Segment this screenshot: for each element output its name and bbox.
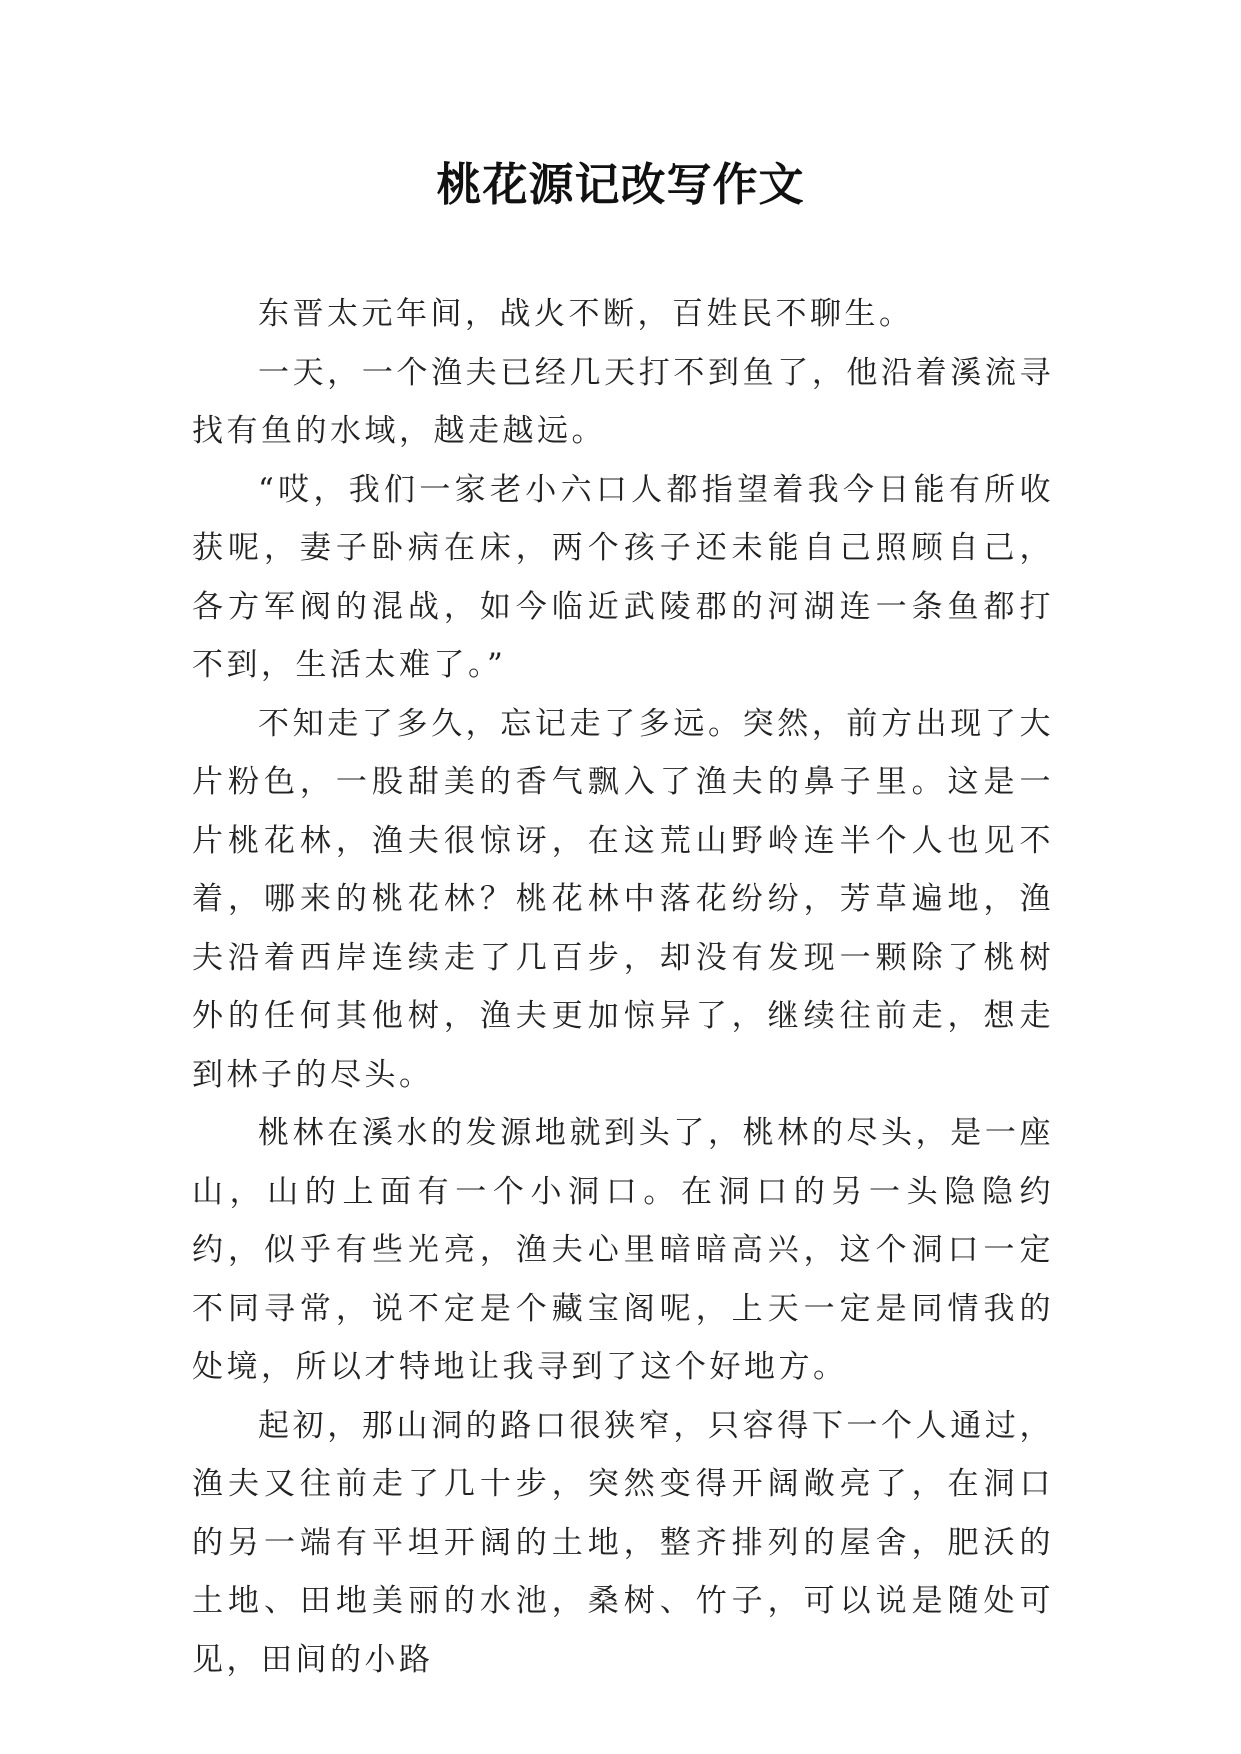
paragraph: 不知走了多久，忘记走了多远。突然，前方出现了大片粉色，一股甜美的香气飘入了渔夫的鼻子里。这是一片桃花林，渔夫很惊讶，在这荒山野岭连半个人也见不着，哪来的桃花林？桃花林中落花纷纷，芳草遍地，渔夫沿着西岸连续走了几百步，却没有发现一颗除了桃树外的任何其他树，渔夫更加惊异了，继续往前走，想走到林子的尽头。 [192,705,1054,1093]
document-body [192,285,1054,1689]
paragraph: “哎，我们一家老小六口人都指望着我今日能有所收获呢，妻子卧病在床，两个孩子还未能自己照顾自己，各方军阀的混战，如今临近武陵郡的河湖连一条鱼都打不到，生活太难了。” [192,471,1054,683]
paragraph: 一天，一个渔夫已经几天打不到鱼了，他沿着溪流寻找有鱼的水域，越走越远。 [192,354,1054,449]
paragraph: 起初，那山洞的路口很狭窄，只容得下一个人通过，渔夫又往前走了几十步，突然变得开阔敞亮了，在洞口的另一端有平坦开阔的土地，整齐排列的屋舍，肥沃的土地、田地美丽的水池，桑树、竹子，可以说是随处可见，田间的小路 [192,1407,1054,1678]
document-title: 桃花源记改写作文 [436,158,805,211]
paragraph: 东晋太元年间，战火不断，百姓民不聊生。 [258,296,914,332]
paragraph: 桃林在溪水的发源地就到头了，桃林的尽头，是一座山，山的上面有一个小洞口。在洞口的另一头隐隐约约，似乎有些光亮，渔夫心里暗暗高兴，这个洞口一定不同寻常，说不定是个藏宝阁呢，上天一定是同情我的处境，所以才特地让我寻到了这个好地方。 [192,1115,1054,1385]
